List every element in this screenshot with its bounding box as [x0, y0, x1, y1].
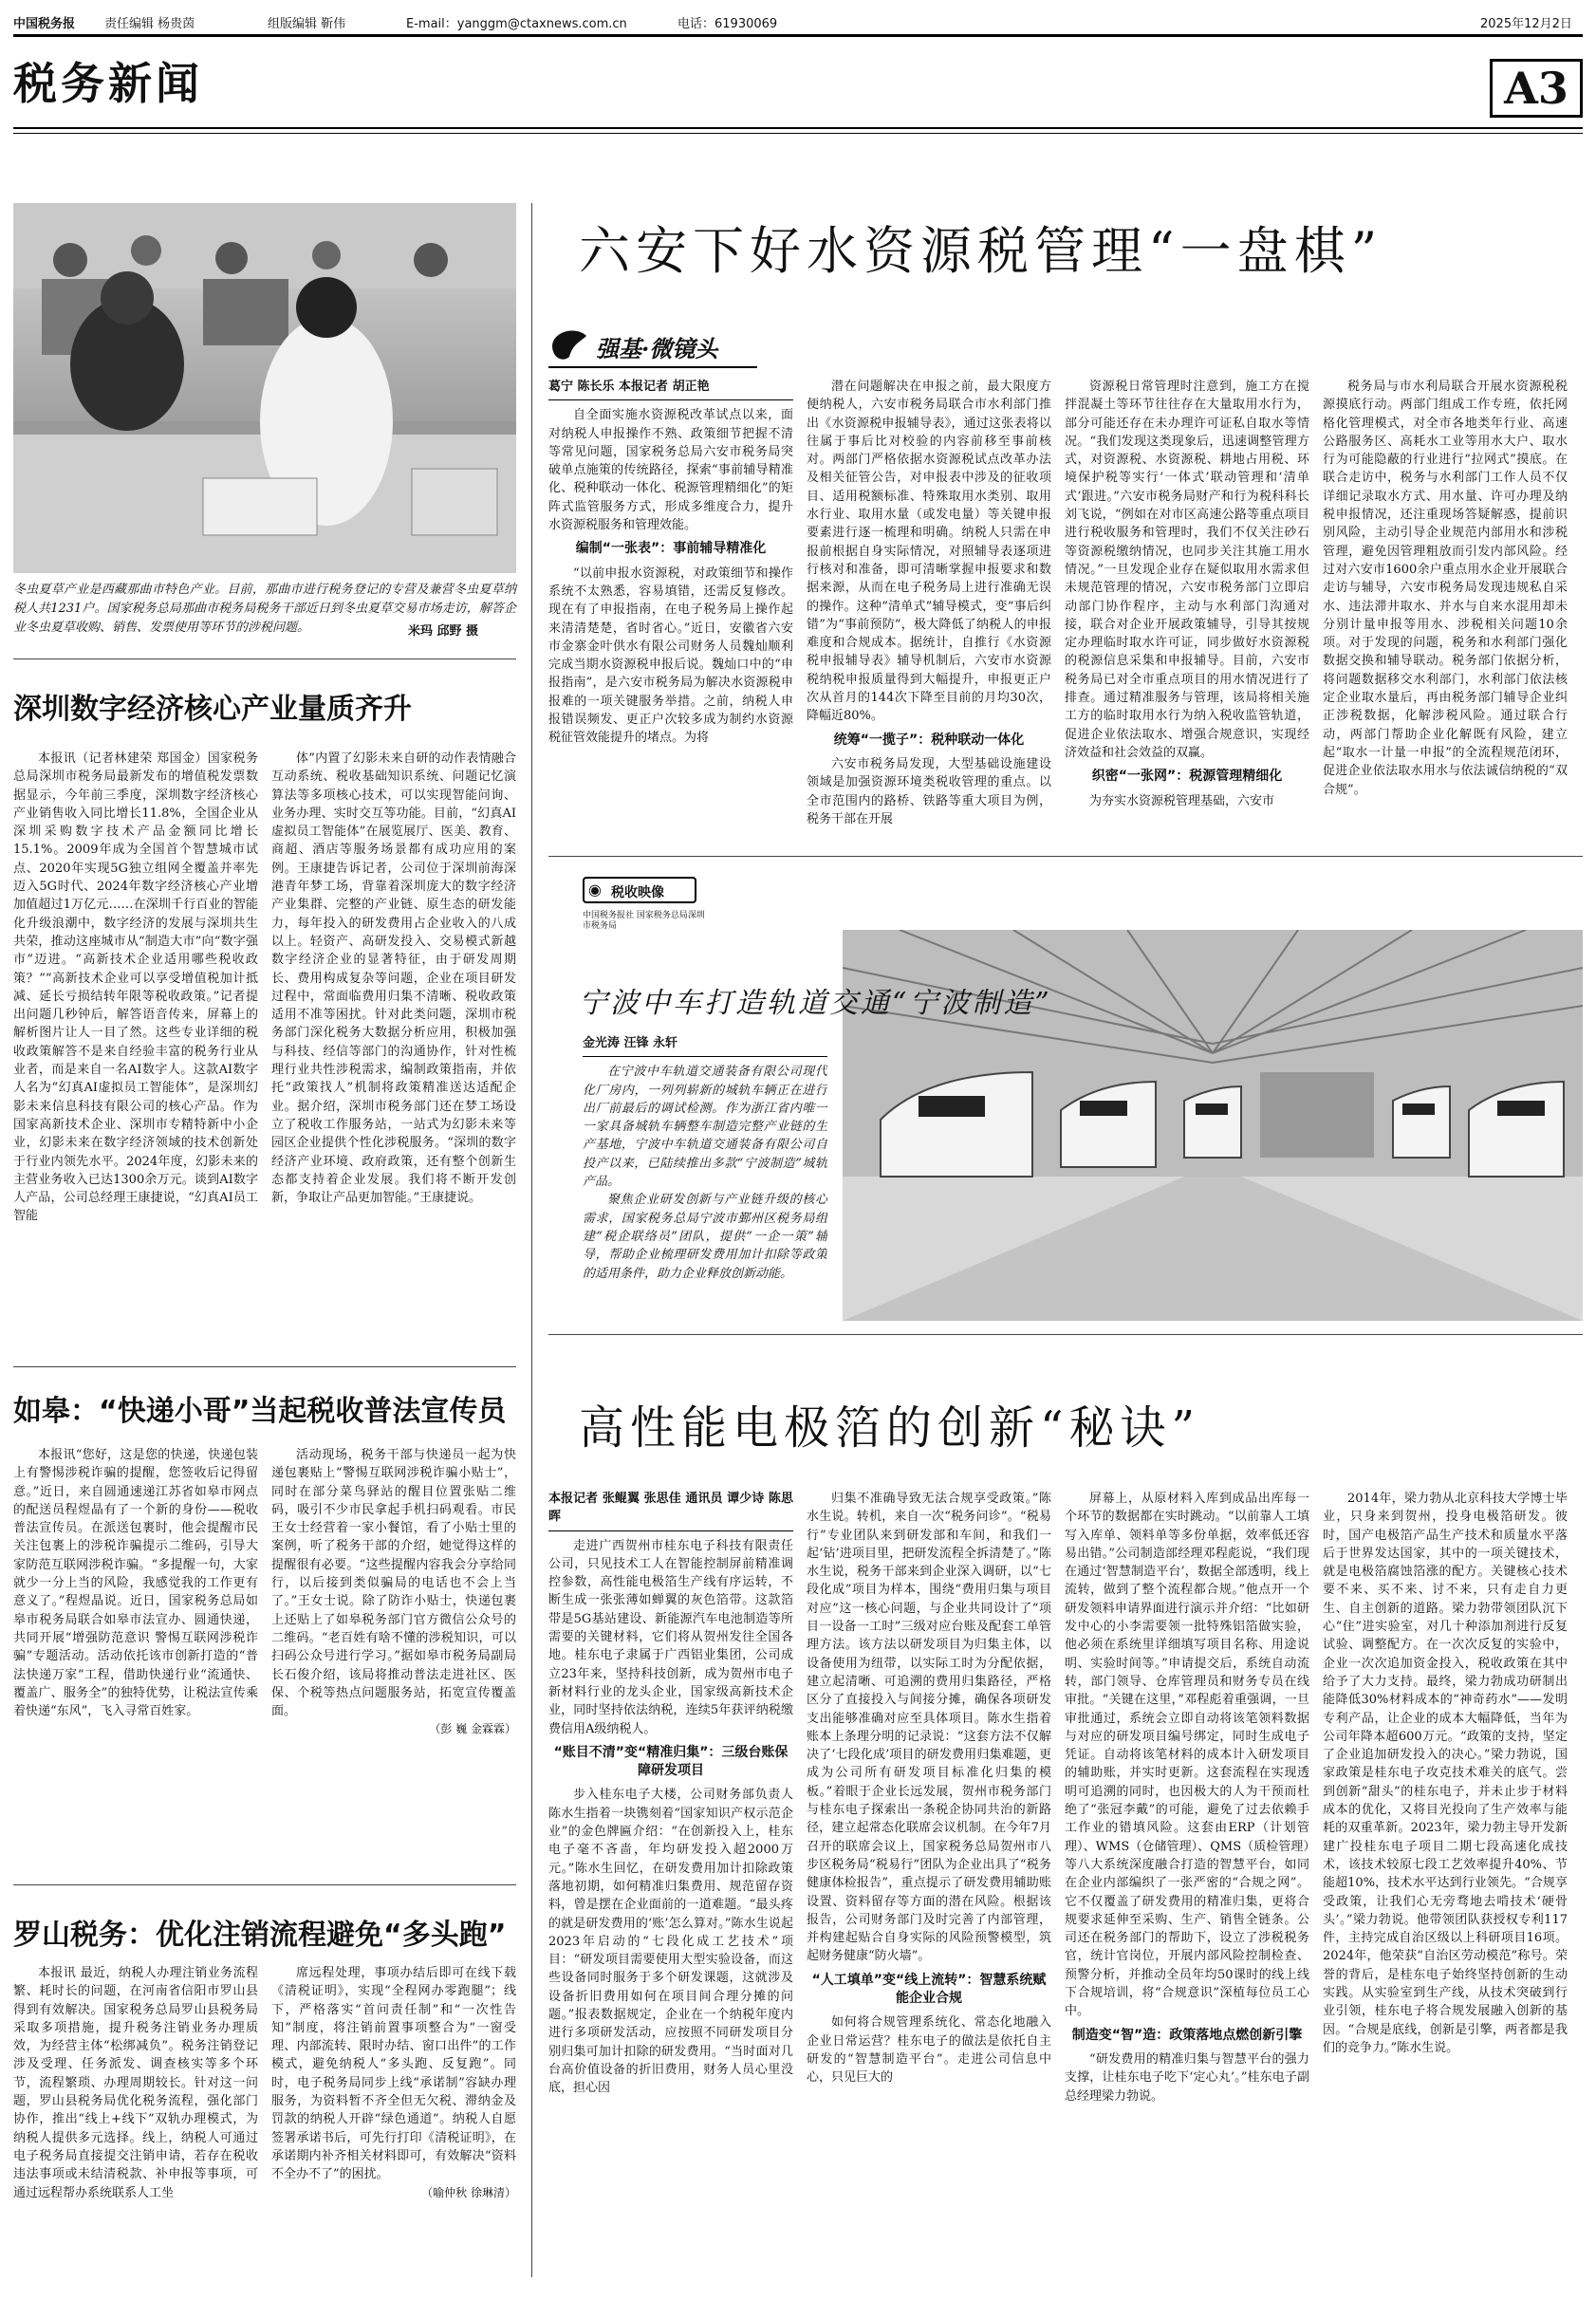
foil-col-4: 2014年，梁力勃从北京科技大学博士毕业，只身来到贺州，投身电极箔研发。彼时，国产电极箔产品生产技术和质量水平落后于世界发达国家，其中的一项关键技术，就是电极箔腐蚀箔涨的配方。关键核心技术要不来、买不来、讨不来，只有走自力更生、自主创新的道路。梁力勃带领团队沉下心“住”进实验室，对几十种添加剂进行反复试验、调整配方。在一次次反复的实验中，企业一次次追加资金投入，税收政策在其中给予了大力支持。最终，梁力勃成功研制出能降低30%材料成本的“神奇药水”——发明专利产品，让企业的成本大幅降低，当年为公司年降本超600万元。“政策的支持，坚定了企业追加研发投入的决心。”梁力勃说，国家政策是桂东电子攻克技术难关的底气。尝到创新“甜头”的桂东电子，并未止步于材料成本的优化，又将目光投向了生产效率与能耗的双重革新。2023年，梁力勃主导开发新建广投桂东电子项目二期七段高速化成技术，该技术较原七段工艺效率提升40%、节能超10%，技术水平达到行业领先。“合规享受政策，让我们心无旁骛地去啃技术‘硬骨头’。”梁力勃说。他带领团队获授权专利117件，主持完成自治区级以上科研项目16项。2024年，他荣获“自治区劳动模范”称号。荣誉的背后，是桂东电子始终坚持创新的生动实践。从实验室到生产线，从技术突破到行业引领，桂东电子将合规发展融入创新的基因。“合规是底线，创新是引擎，两者都是我们的竞争力。”陈水生说。 [1323, 1492, 1568, 2055]
header-rule-thin [13, 133, 1583, 134]
foil-subhead-1: “账目不清”变“精准归集”：三级台账保障研发项目 [553, 1744, 789, 1779]
foil-col-1: 本报记者 张鲲翼 张思佳 通讯员 谭少诗 陈思晖 走进广西贺州市桂东电子科技有限责任公司，只见技术工人在智能控制屏前精准调控参数，高性能电极箔生产线有序运转，不断生成一张张薄如蝉翼的灰色箔带。这款箔带是5G基站建设、新能源汽车电池制造等所需要的关键材料，它们将从贺州发往全国各地。桂东电子隶属于广西铝业集团，公司成立23年来，坚持科技创新，成为贺州市电子新材料行业的龙头企业，国家级高新技术企业，同时坚持依法纳税，连续5年获评纳税缴费信用A级纳税人。 “账目不清”变“精准归集”：三级台账保障研发项目 步入桂东电子大楼，公司财务部负责人陈水生指着一块镌刻着“国家知识产权示范企业”的金色牌匾介绍：“在创新投入上，桂东电子毫不吝啬，年均研发投入超2000万元。”陈水生回忆，在研发费用加计扣除政策落地初期，如何精准归集费用、规范留存资料，曾是摆在企业面前的一道难题。“最头疼的就是研发费用的‘账’怎么算对。”陈水生说起2023年启动的“七段化成工艺技术”项目：“研发项目需要使用大型实验设备，而这些设备同时服务于多个研发课题，这就涉及设备折旧费用如何在项目间合理分摊的问题。”报表数据规定，企业在一个纳税年度内进行多项研发活动，应按照不同研发项目分别归集可加计扣除的研发费用。“当时面对几台高价值设备的折旧费用，财务人员心里没底，担心因 [548, 1492, 793, 2096]
rugao-body [13, 1446, 516, 1875]
luan-kicker [548, 323, 757, 368]
luan-body [548, 378, 1583, 909]
ningbo-body [583, 1034, 827, 1319]
ink-brush-icon [548, 325, 590, 366]
paper-name: 中国税务报 [13, 17, 76, 31]
rule-right-2 [548, 1334, 1583, 1335]
luoshan-col-2: 席远程处理，事项办结后即可在线下载《清税证明》，实现“全程网办零跑腿”；线下，严格落实“首问责任制”和“一次性告知”制度，将注销前置事项整合为“一窗受理、内部流转、限时办结、窗口出件”的工作模式，避免纳税人“多头跑、反复跑”。同时，电子税务局同步上线“承诺制”容缺办理服务，为资料暂不齐全但无欠税、滞纳金及罚款的纳税人开辟“绿色通道”。纳税人自愿签署承诺书后，可先行打印《清税证明》，在承诺期内补齐相关材料即可，有效解决“资料不全办不了”的困扰。 （喻仲秋 徐琳清） [271, 1964, 516, 2287]
header-rule [13, 127, 1583, 129]
luan-col-3: 资源税日常管理时注意到，施工方在搅拌混凝土等环节往往存在大量取用水行为，部分可能还存在未办理许可证私自取水等情况。“我们发现这类现象后，迅速调整管理方式，对资源税、水资源税、耕地占用税、环境保护税等实行‘一体式’联动管理和‘清单式’跟进。”六安市税务局财产和行为税科科长刘飞说，“例如在对市区高速公路等重点项目进行税收服务和管理时，我们不仅关注砂石等资源税缴纳情况，也同步关注其施工用水情况。”一旦发现企业存在疑似取用水需求但未规范管理的情况，六安市税务部门立即启动部门协作程序，主动与水利部门沟通对接，联合对企业开展政策辅导，引导其按规定办理临时取水许可证，同步做好水资源税的税源信息采集和申报辅导。目前，六安市税务局已对全市重点项目的用水情况进行了排查。通过精准服务与管理，该局将相关施工方的临时取用水行为纳入税收监管轨道，促进企业依法取水、增强合规意识，实现经济效益和社会效益的双赢。 织密“一张网”：税源管理精细化 为夯实水资源税管理基础，六安市 [1065, 380, 1309, 808]
feature-logo-text: 中国税务报社 国家税务总局深圳市税务局 [583, 911, 705, 931]
photo1-caption: 冬虫夏草产业是西藏那曲市特色产业。目前，那曲市进行税务登记的专营及兼营冬虫夏草纳税人共1231户。国家税务总局那曲市税务局税务干部近日到冬虫夏草交易市场走访，解答企业冬虫夏草收购、销售、发票使用等环节的涉税问题。 [13, 583, 516, 635]
rugao-col-1: 本报讯“您好，这是您的快递，快递包装上有警惕涉税诈骗的提醒，您签收后记得留意。”近日，来自圆通速递江苏省如皋市网点的配送员程煜晶有了一个新的身份——税收普法宣传员。在派送包裹时，他会提醒市民关注包裹上的涉税诈骗提示二维码，引导大家防范互联网涉税诈骗。“多提醒一句，大家就少一分上当的风险，我感觉我的工作更有意义了。”程煜晶说。近日，国家税务总局如皋市税务局联合如皋市法宣办、圆通快递，共同开展“增强防范意识 警惕互联网涉税诈骗”专题活动。活动依托该市创新打造的“普法快递万家”工程，借助快递行业“流通快、覆盖广、服务全”的独特优势，让税法宣传乘着快递“东风”，飞入寻常百姓家。 [13, 1448, 258, 1719]
luan-byline: 葛宁 陈长乐 本报记者 胡正艳 [548, 378, 793, 400]
layout-credit: 组版编辑 靳伟 [268, 17, 346, 31]
rule-left-1 [13, 658, 516, 659]
ningbo-col: 金光涛 汪锋 永轩 在宁波中车轨道交通装备有限公司现代化厂房内，一列列崭新的城轨车辆正在进行出厂前最后的调试检测。作为浙江省内唯一一家具备城轨车辆整车制造完整产业链的生产基地，宁波中车轨道交通装备有限公司自投产以来，已陆续推出多款“宁波制造”城轨产品。 聚焦企业研发创新与产业链升级的核心需求，国家税务总局宁波市鄞州区税务局组建“税企联络员”团队，提供“一企一策”辅导，帮助企业梳理研发费用加计扣除等政策的适用条件，助力企业释放创新动能。 [583, 1036, 827, 1281]
page-number: A3 [1490, 59, 1583, 118]
foil-body [548, 1490, 1583, 2283]
shenzhen-headline: 深圳数字经济核心产业量质齐升 [13, 693, 412, 726]
shenzhen-col-1: 本报讯（记者林建荣 郑国金）国家税务总局深圳市税务局最新发布的增值税发票数据显示，今年前三季度，深圳数字经济核心产业销售收入同比增长11.8%，全国企业从深圳采购数字技术产品金额同比增长15.1%。2009年成为全国首个智慧城市试点、2020年实现5G独立组网全覆盖并率先迈入5G时代、2024年数字经济核心产业增加值超过1万亿元……在深圳千行百业的智能化升级浪潮中，数字经济的发展与深圳共生共荣，推动这座城市从“制造大市”向“数字强市”迈进。“高新技术企业适用哪些税收政策？”“高新技术企业可以享受增值税加计抵减、延长亏损结转年限等税收政策。”记者提出问题几秒钟后，解答语音传来，屏幕上的解析图片让人一目了然。这些专业详细的税收政策解答不是来自经验丰富的税务行业从业者，而是来自一名AI数字人。这款AI数字人名为“幻真AI虚拟员工智能体”，是深圳幻影未来信息科技有限公司的核心产品。作为国家高新技术企业、深圳市专精特新中小企业，幻影未来在数字经济领域的技术创新处于行业内领先水平。2024年度，幻影未来的主营业务收入已达1300余万元。谈到AI数字人产品，公司总经理王康捷说，“幻真AI员工智能 [13, 751, 258, 1224]
editor-credit: 责任编辑 杨贵茵 [104, 17, 195, 31]
luoshan-sign: （喻仲秋 徐琳清） [421, 2185, 516, 2199]
foil-byline: 本报记者 张鲲翼 张思佳 通讯员 谭少诗 陈思晖 [548, 1490, 793, 1531]
cordyceps-photo [13, 203, 516, 573]
foil-subhead-2: “人工填单”变“线上流转”：智慧系统赋能企业合规 [811, 1972, 1047, 2007]
luan-col-1: 葛宁 陈长乐 本报记者 胡正艳 自全面实施水资源税改革试点以来，面对纳税人申报操作不熟、政策细节把握不清等常见问题，国家税务总局六安市税务局突破单点施策的传统路径，探索“事前辅导精准化、税种联动一体化、税源管理精细化”的矩阵式监管服务方式，形成多维度合力，提升水资源税服务和管理效能。 编制“一张表”：事前辅导精准化 “以前申报水资源税，对政策细节和操作系统不太熟悉，容易填错，还需反复修改。现在有了申报指南，在电子税务局上操作起来清清楚楚，省时省心。”近日，安徽省六安市金寨金叶供水有限公司财务人员魏灿顺利完成当期水资源税申报后说。魏灿口中的“申报指南”，是六安市税务局为解决水资源税申报难的一项关键服务举措。之前，纳税人申报错误频发、更正户次较多成为制约水资源税征管效能提升的堵点。为将 [548, 380, 793, 746]
masthead-strip [13, 11, 1583, 32]
rule-left-3 [13, 1884, 516, 1885]
rule-right-1 [548, 856, 1583, 857]
rule-left-2 [13, 1366, 516, 1367]
foil-subhead-3: 制造变“智”造：政策落地点燃创新引擎 [1071, 2027, 1303, 2043]
kicker-label: 强基·微镜头 [596, 335, 718, 362]
luoshan-headline: 罗山税务：优化注销流程避免“多头跑” [13, 1919, 507, 1952]
ningbo-byline: 金光涛 汪锋 永轩 [583, 1034, 827, 1057]
ningbo-headline: 宁波中车打造轨道交通“宁波制造” [579, 987, 1052, 1020]
photo1-credit: 米玛 邱野 摄 [408, 624, 479, 639]
phone: 电话：61930069 [677, 17, 778, 31]
shenzhen-col-2: 体”内置了幻影未来自研的动作表情融合互动系统、税收基础知识系统、问题记忆演算法等多项核心技术，可以实现智能问询、业务办理、实时交互等功能。目前，“幻真AI虚拟员工智能体”在展览展厅、医美、教育、商超、酒店等服务场景都有成功应用的案例。王康捷告诉记者，公司位于深圳前海深港青年梦工场，背靠着深圳庞大的数字经济产业集群、完整的产业链、原生态的研发能力，每年投入的研发费用占企业收入的八成以上。轻资产、高研发投入、交易模式新越数字经济企业的显著特征，由于研发周期长、费用构成复杂等问题，企业在项目研发过程中，常面临费用归集不清晰、税收政策适用不准等困扰。针对此类问题，深圳市税务部门深化税务大数据分析应用，积极加强与科技、经信等部门的沟通协作，针对性梳理行业共性涉税需求，编制政策指南，并依托“政策找人”机制将政策精准送达适配企业。据介绍，深圳市税务部门还在梦工场设立了税收工作服务站，一站式为幻影未来等园区企业提供个性化涉税服务。“深圳的数字经济产业环境、政府政策，还有整个创新生态都支持着企业发展。我们将不断开发创新，争取让产品更加智能。”王康捷说。 [271, 751, 516, 1206]
luoshan-col-1: 本报讯 最近，纳税人办理注销业务流程繁、耗时长的问题，在河南省信阳市罗山县得到有效解决。国家税务总局罗山县税务局采取多项措施，提升税务注销业务办理质效，为经营主体“松绑减负”。税务注销登记涉及受理、任务派发、调查核实等多个环节，流程繁琐、办理周期较长。针对这一问题，罗山县税务局优化税务流程，强化部门协作，推出“线上+线下”双轨办理模式，为纳税人提供多元选择。线上，纳税人可通过电子税务局直接提交注销申请，若存在税收违法事项或未结清税款、补申报等事项，可通过远程帮办系统联系人工坐 [13, 1966, 258, 2200]
shenzhen-body [13, 750, 516, 1357]
luan-col-4: 税务局与市水利局联合开展水资源税税源摸底行动。两部门组成工作专班，依托网格化管理模式，对全市各地类年行业、高速公路服务区、高耗水工业等用水大户、取水行为可能隐蔽的行业进行“拉网式”摸底。在联合走访中，税务与水利部门工作人员不仅详细记录取水方式、用水量、许可办理及纳税申报情况，还注重现场答疑解惑，提前识别风险，主动引导企业规范内部用水和涉税管理，避免因管理粗放而引发内部风险。经过对六安市1600余户重点用水企业开展联合走访与辅导，六安市税务局发现违规私自采水、违法滞井取水、并水与自来水混用却未分别计量申报等用水、涉税相关问题10余项。对于发现的问题，税务和水利部门强化数据交换和辅导联动。税务部门依据分析，将问题数据移交水利部门，水利部门依法核定企业取水量后，再由税务部门辅导企业纠正涉税数据，化解涉税风险。通过联合行动，两部门帮助企业化解既有风险，建立起“取水一计量一申报”的全流程规范闭环，促进企业依法取水用水与依法诚信纳税的“双合规”。 [1323, 380, 1568, 797]
rugao-sign: （彭 巍 金霖霖） [429, 1722, 516, 1736]
tax-image-tag: ◉ 税收映像 [583, 877, 696, 903]
luan-subhead-3: 织密“一张网”：税源管理精细化 [1091, 769, 1283, 785]
email: E-mail：yanggm@ctaxnews.com.cn [406, 17, 627, 31]
column-divider [531, 203, 532, 2277]
rugao-col-2: 活动现场，税务干部与快递员一起为快递包裹贴上“警惕互联网涉税诈骗小贴士”，同时在部分菜鸟驿站的醒目位置张贴二维码，吸引不少市民拿起手机扫码观看。市民王女士经营着一家小餐馆，看了小贴士里的案例，听了税务干部的介绍，她觉得这样的提醒很有必要。“这些提醒内容我会分享给同行，以后接到类似骗局的电话也不会上当了。”王女士说。除了防诈小贴士，快递包裹上还贴上了如皋税务部门官方微信公众号的二维码。“老百姓有啥不懂的涉税知识，可以扫码公众号进行学习。”据如皋市税务局副局长石俊介绍，该局将推动普法走进社区、医保、个税等热点问题服务站，拓宽宣传覆盖面。 （彭 巍 金霖霖） [271, 1446, 516, 1875]
section-title: 税务新闻 [13, 58, 203, 109]
issue-date: 2025年12月2日 [1480, 17, 1572, 31]
luan-subhead-1: 编制“一张表”：事前辅导精准化 [575, 541, 767, 557]
foil-headline: 高性能电极箔的创新“秘诀” [579, 1401, 1201, 1455]
luan-subhead-2: 统筹“一揽子”：税种联动一体化 [833, 732, 1025, 748]
foil-col-2: 归集不准确导致无法合规享受政策。”陈水生说。转机，来自一次“税务问诊”。“税易行”专业团队来到研发部和车间，和我们一起‘钻’进项目里，把研发流程全拆清楚了。”陈水生说，税务干部来到企业深入调研，以“七段化成”项目为样本，围绕“费用归集与项目对应”这一核心问题，与企业共同设计了“项目一设备一工时”三级对应台账及配套工单管理方法。该方法以研发项目为归集主体，以设备使用为纽带，以实际工时为分配依据，建立起清晰、可追溯的费用归集路径，严格区分了直接投入与间接分摊，确保各项研发支出能够准确对应至具体项目。陈水生指着账本上条理分明的记录说：“这套方法不仅解决了‘七段化成’项目的研发费用归集难题，更成为公司所有研发项目标准化归集的模板。”着眼于企业长远发展，贺州市税务部门与桂东电子探索出一条税企协同共治的新路径，建立起常态化联席会议机制。在今年7月召开的联席会议上，国家税务总局贺州市八步区税务局“税易行”团队为企业出具了“税务健康体检报告”，重点提示了研发费用辅助账设置、资料留存等方面的潜在风险。根据该报告，公司财务部门及时完善了内部管理，并构建起贴合自身实际的风险预警模型，筑起财务健康“防火墙”。 “人工填单”变“线上流转”：智慧系统赋能企业合规 如何将合规管理系统化、常态化地融入企业日常运营？桂东电子的做法是依托自主研发的“智慧制造平台”。走进公司信息中心，只见巨大的 [807, 1492, 1051, 2086]
foil-col-3: 屏幕上，从原材料入库到成品出库每一个环节的数据都在实时跳动。“以前靠人工填写入库单、领料单等多份单据，效率低还容易出错。”公司制造部经理邓程彪说，“我们现在通过‘智慧制造平台’，数据全部透明，线上流转，做到了整个流程都合规。”他点开一个研发领料申请界面进行演示并介绍：“比如研发中心的小李需要领一批特殊铝箔做实验，他必须在系统里详细填写项目名称、用途说明、实验时间等。”申请提交后，系统自动流转，部门领导、仓库管理员和财务专员在线审批。“关键在这里，”邓程彪着重强调，一旦审批通过，系统会立即自动将该笔领料数据与对应的研发项目编号绑定，同时生成电子凭证。自动将该笔材料的成本计入研发项目的辅助账，并实时更新。这套流程在实现透明可追溯的同时，也因极大的人为干预而杜绝了“张冠李戴”的可能，避免了过去依赖手工作业的错填风险。这套由ERP（计划管理）、WMS（仓储管理）、QMS（质检管理）等八大系统深度融合打造的智慧平台，如同在企业内部编织了一张严密的“合规之网”。它不仅覆盖了研发费用的精准归集，更将合规要求延伸至采购、生产、销售全链条。公司还在税务部门的帮助下，设立了涉税税务官，统计官岗位，开展内部风险控制检查、预警分析，并推动全员年均50课时的线上线下合规培训，将“合规意识”深植每位员工心中。 制造变“智”造：政策落地点燃创新引擎 “研发费用的精准归集与智慧平台的强力支撑，让桂东电子吃下‘定心丸’。”桂东电子副总经理梁力勃说。 [1065, 1492, 1309, 2104]
rugao-headline: 如皋：“快递小哥”当起税收普法宣传员 [13, 1395, 507, 1428]
luan-col-2: 潜在问题解决在申报之前，最大限度方便纳税人，六安市税务局联合市水利部门推出《水资源税申报辅导表》，通过这张表将以往属于事后比对校验的内容前移至事前核对。两部门严格依据水资源税试点改革办法及相关征管公告，对申报表中涉及的征收项目、适用税额标准、特殊取用水类别、取用水行业、取用水量（或发电量）等关键申报要素进行逐一梳理和明确。纳税人只需在申报前根据自身实际情况，对照辅导表逐项进行核对和准备，即可清晰掌握申报要求和数据来源，从而在电子税务局上进行准确无误的操作。这种“清单式”辅导模式，变“事后纠错”为“事前预防”，极大降低了纳税人的申报难度和合规成本。据统计，自推行《水资源税申报辅导表》辅导机制后，六安市水资源税纳税申报质量得到大幅提升，申报更正户次从首月的144次下降至目前的月均30次，降幅近80%。 统筹“一揽子”：税种联动一体化 六安市税务局发现，大型基础设施建设领域是加强资源环境类税收管理的重点。以全市范围内的路桥、铁路等重大项目为例，税务干部在开展 [807, 380, 1051, 826]
luoshan-body [13, 1964, 516, 2287]
camera-icon: ◉ [588, 881, 602, 899]
luan-headline: 六安下好水资源税管理“一盘棋” [579, 221, 1383, 281]
top-rule [13, 34, 1583, 37]
